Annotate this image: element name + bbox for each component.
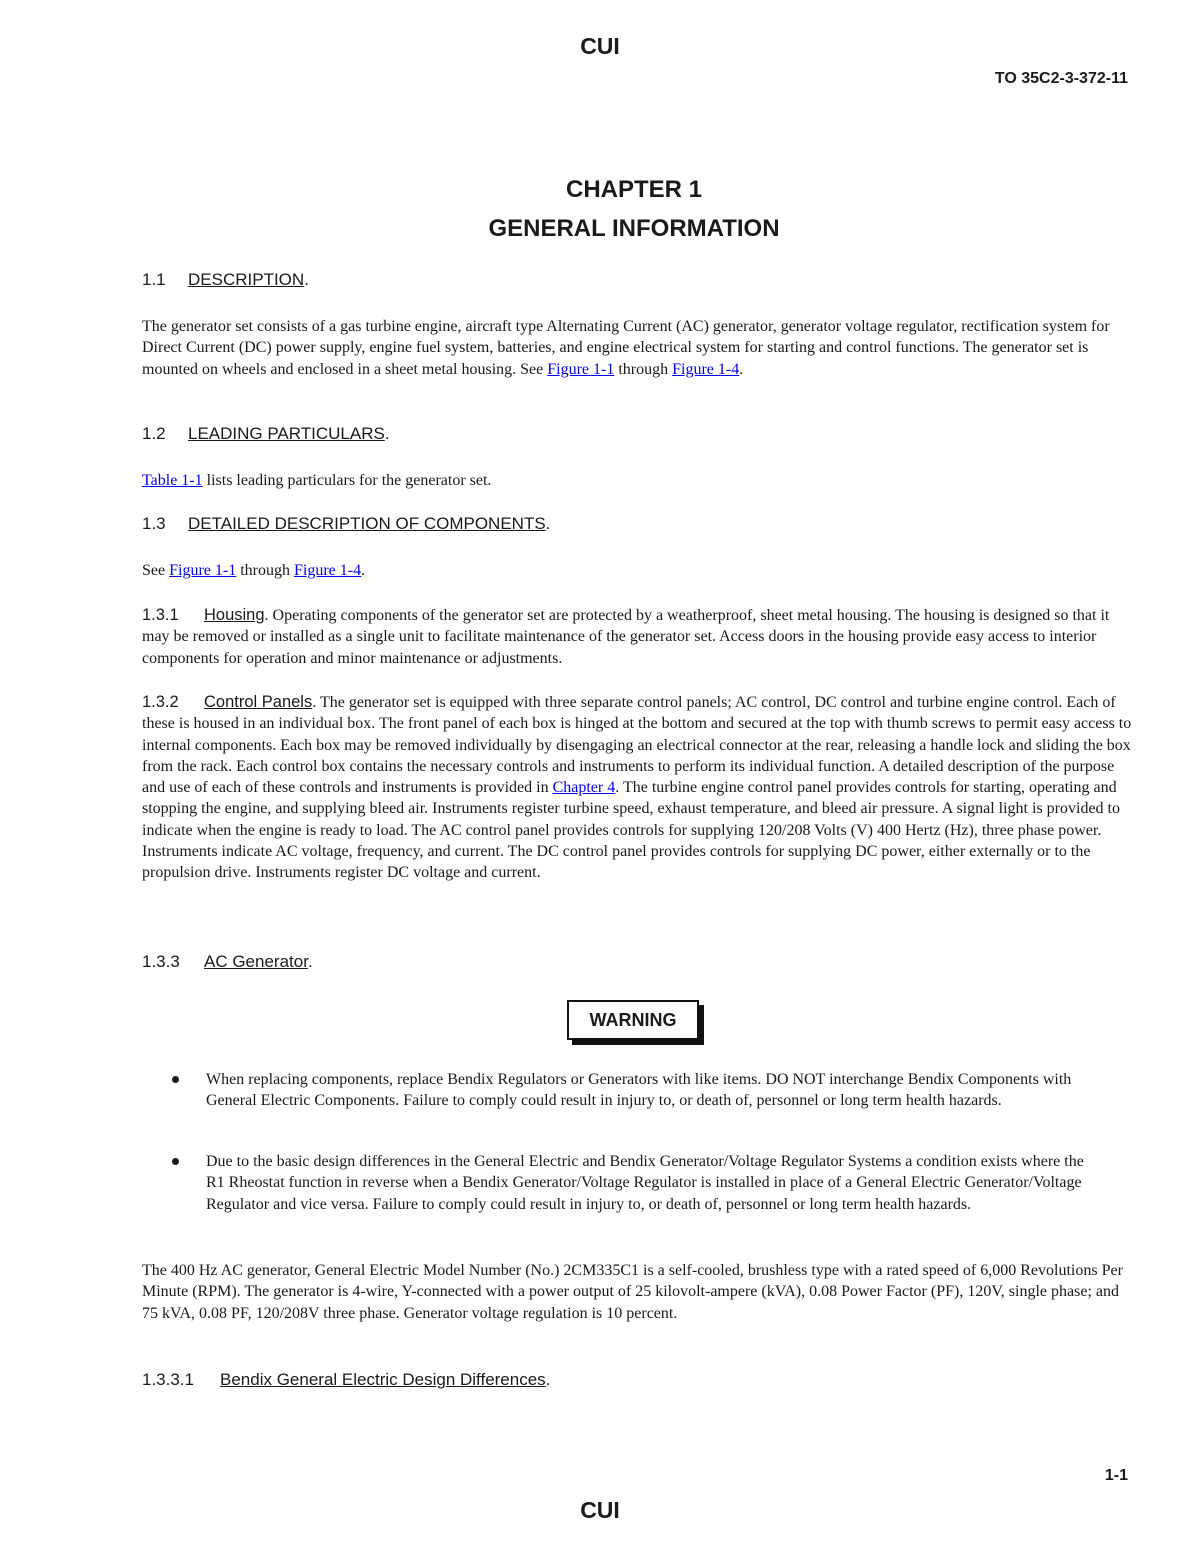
section-title: DETAILED DESCRIPTION OF COMPONENTS (188, 514, 546, 533)
cui-marking-bottom: CUI (580, 1497, 620, 1523)
section-number: 1.3 (142, 514, 166, 533)
warning-bullet-1: When replacing components, replace Bendix Regulators or Generators with like items. DO NOT interchange Bendix Components with General Electric Components. Failure to comply could result in injury to, or death of, personnel or long term health hazards. (176, 1069, 1106, 1112)
section-heading-1-1: 1.1 DESCRIPTION. (142, 270, 309, 289)
section-number: 1.3.2 (142, 693, 179, 711)
table-1-1-link[interactable]: Table 1-1 (142, 472, 203, 489)
section-number: 1.3.3.1 (142, 1370, 194, 1389)
warning-label: WARNING (567, 1000, 699, 1040)
section-title: Control Panels (204, 693, 313, 711)
section-number: 1.1 (142, 270, 166, 289)
section-title: LEADING PARTICULARS (188, 424, 385, 443)
section-heading-1-2: 1.2 LEADING PARTICULARS. (142, 424, 390, 443)
section-number: 1.3.1 (142, 606, 179, 624)
section-title: Housing (204, 606, 265, 624)
ac-generator-paragraph: The 400 Hz AC generator, General Electric Model Number (No.) 2CM335C1 is a self-cooled, brushless type with a rated speed of 6,000 Revolutions Per Minute (RPM). The generator is 4-wire, Y-connected with a power output of 25 kilovolt-ampere (kVA), 0.08 Power Factor (PF), 120V, single phase; and 75 kVA, 0.08 PF, 120/208V three phase. Generator voltage regulation is 10 percent. (142, 1262, 1123, 1322)
section-number: 1.3.3 (142, 952, 180, 971)
control-panels-paragraph: 1.3.2 Control Panels. The generator set is equipped with three separate control panels; AC control, DC control and turbine engine control. Each of these is housed in an individual box. The front panel of each box is hinged at the bottom and secured at the top with thumb screws to permit easy access to internal components. Each box may be removed individually by disengaging an electrical connector at the rear, releasing a handle lock and sliding the box from the rack. Each control box contains the necessary controls and instruments to perform its individual function. A detailed description of the purpose and use of each of these controls and instruments is provided in Chapter 4. The turbine engine control panel provides controls for starting, operating and stopping the engine, and supplying bleed air. Instruments register turbine speed, exhaust temperature, and bleed air pressure. A signal light is provided to indicate when the engine is ready to load. The AC control panel provides controls for supplying 120/208 Volts (V) 400 Hertz (Hz), three phase power. Instruments indicate AC voltage, frequency, and current. The DC control panel provides controls for supplying DC power, either externally or to the propulsion drive. Instruments register DC voltage and current. (142, 693, 1132, 882)
section-heading-1-3-3-1: 1.3.3.1 Bendix General Electric Design Differences. (142, 1370, 551, 1389)
chapter-title: CHAPTER 1 (565, 176, 703, 203)
document-number: TO 35C2-3-372-11 (994, 70, 1128, 87)
housing-paragraph: 1.3.1 Housing. Operating components of the generator set are protected by a weatherproof, sheet metal housing. The housing is designed so that it may be removed or installed as a single unit to facilitate maintenance of the generator set. Access doors in the housing provide easy access to interior components for operation and minor maintenance or adjustments. (142, 606, 1110, 667)
section-title: Bendix General Electric Design Differences (220, 1370, 546, 1389)
figure-1-4-link[interactable]: Figure 1-4 (672, 360, 740, 378)
section-title: DESCRIPTION (188, 270, 305, 289)
bullet-icon (172, 1076, 179, 1083)
chapter-4-link[interactable]: Chapter 4 (552, 779, 616, 797)
figure-1-4-link[interactable]: Figure 1-4 (294, 562, 362, 579)
section-title: AC Generator (204, 952, 308, 971)
cui-marking-top: CUI (580, 33, 620, 59)
description-paragraph: The generator set consists of a gas turbine engine, aircraft type Alternating Current (AC) generator, generator voltage regulator, rectification system for Direct Current (DC) power supply, engine fuel system, batteries, and engine electrical system for starting and control functions. The generator set is mounted on wheels and enclosed in a sheet metal housing. See Figure 1-1 through Figure 1-4. (142, 318, 1110, 378)
warning-bullet-2: Due to the basic design differences in the General Electric and Bendix Generator/Voltage Regulator Systems a condition exists where the R1 Rheostat function in reverse when a Bendix Generator/Voltage Regulator is installed in place of a General Electric Generator/Voltage Regulator and vice versa. Failure to comply could result in injury to, or death of, personnel or long term health hazards. (176, 1151, 1106, 1215)
figure-1-1-link[interactable]: Figure 1-1 (547, 360, 615, 378)
bullet-icon (172, 1158, 179, 1165)
page-number: 1-1 (1104, 1467, 1128, 1484)
section-heading-1-3-3: 1.3.3 AC Generator. (142, 952, 313, 971)
section-number: 1.2 (142, 424, 166, 443)
leading-particulars-paragraph: Table 1-1 lists leading particulars for the generator set. (142, 472, 492, 489)
components-paragraph: See Figure 1-1 through Figure 1-4. (142, 562, 366, 579)
figure-1-1-link[interactable]: Figure 1-1 (169, 562, 237, 579)
chapter-subtitle: GENERAL INFORMATION (488, 215, 780, 242)
section-heading-1-3: 1.3 DETAILED DESCRIPTION OF COMPONENTS. (142, 514, 551, 533)
